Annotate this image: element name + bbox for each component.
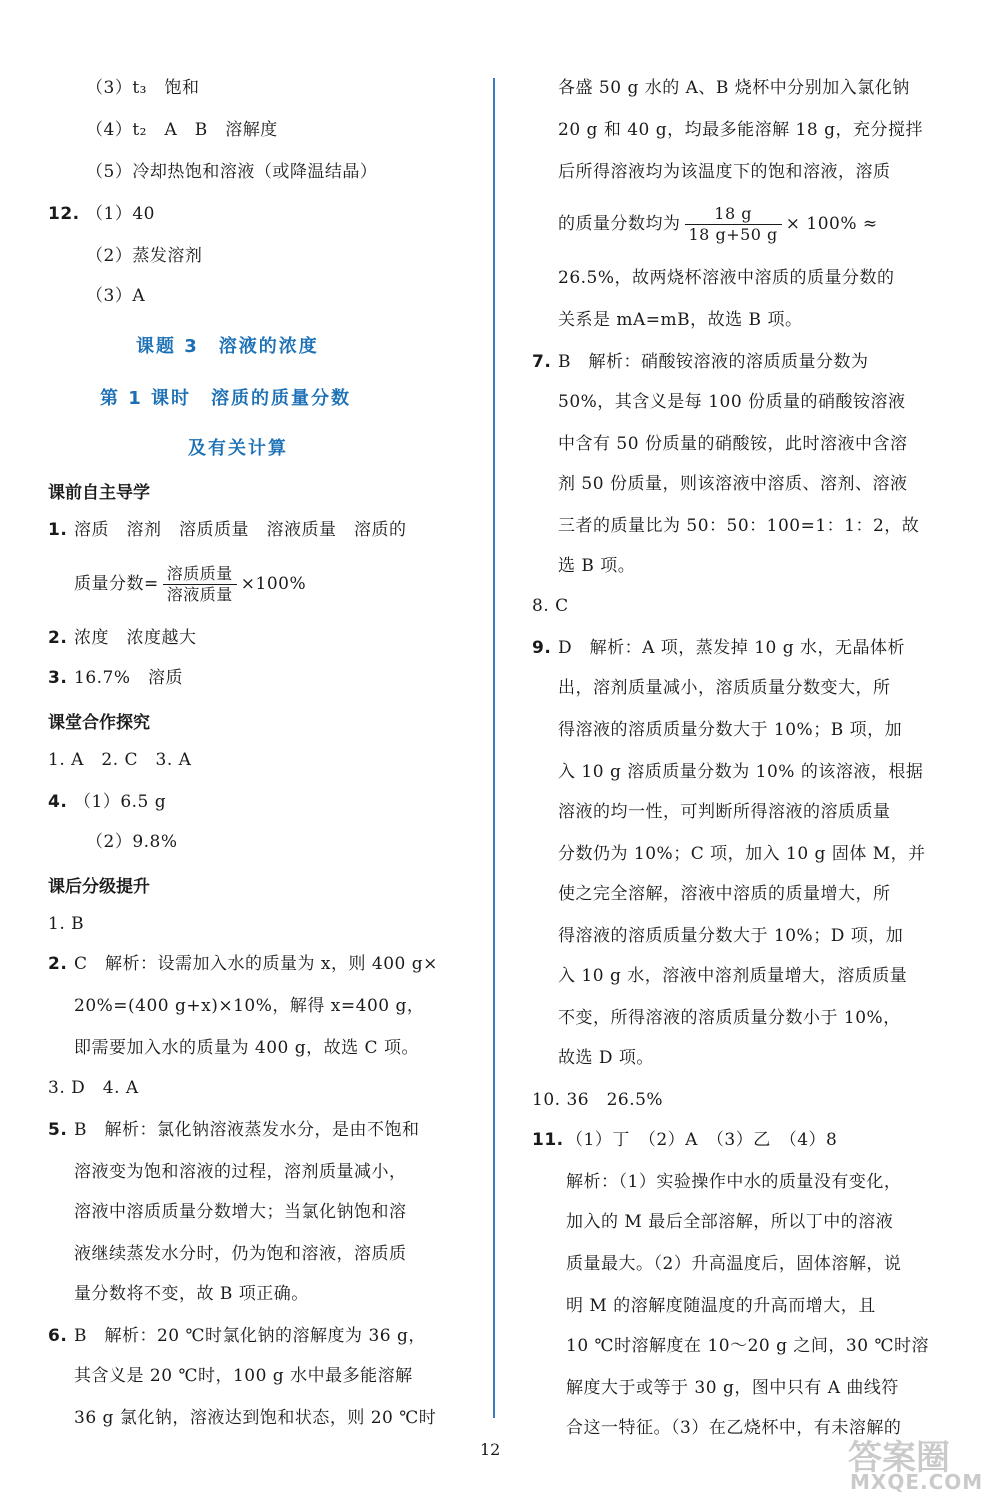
column-divider — [493, 78, 495, 1418]
fraction-numerator: 溶质质量 — [163, 564, 237, 585]
answer-line: 其含义是 20 ℃时，100 g 水中最多能溶解 — [74, 1366, 413, 1386]
answer-line: 浓度 浓度越大 — [74, 628, 197, 648]
answer-line: 后所得溶液均为该温度下的饱和溶液，溶质 — [558, 162, 891, 182]
answer-line: 8. C — [532, 596, 569, 616]
answer-line: 不变，所得溶液的溶质质量分数小于 10%， — [558, 1008, 901, 1028]
answer-line: 得溶液的溶质质量分数大于 10%；D 项，加 — [558, 926, 904, 946]
formula-prefix: 质量分数= — [74, 574, 159, 594]
question-number: 2. — [48, 628, 68, 648]
answer-line: 使之完全溶解，溶液中溶质的质量增大，所 — [558, 884, 891, 904]
formula-line — [558, 202, 878, 246]
fraction-denominator: 18 g+50 g — [688, 225, 778, 244]
answer-line: D 解析：A 项，蒸发掉 10 g 水，无晶体析 — [558, 638, 906, 658]
answer-line: （3）t₃ 饱和 — [86, 78, 200, 98]
answer-line: （5）冷却热饱和溶液（或降温结晶） — [86, 162, 378, 182]
page-number: 12 — [480, 1440, 501, 1459]
answer-line: 故选 D 项。 — [558, 1048, 654, 1068]
answer-line: （1）6.5 g — [74, 792, 167, 812]
fraction-numerator: 18 g — [685, 204, 782, 225]
answer-line: 解析：（1）实验操作中水的质量没有变化， — [566, 1172, 902, 1192]
answer-line: 解度大于或等于 30 g，图中只有 A 曲线符 — [566, 1378, 899, 1398]
answer-line: 三者的质量比为 50：50：100=1：1：2，故 — [558, 516, 920, 536]
answer-line: 即需要加入水的质量为 400 g，故选 C 项。 — [74, 1038, 419, 1058]
question-number: 6. — [48, 1326, 68, 1346]
answer-line: 1. B — [48, 914, 85, 934]
fraction — [163, 564, 237, 605]
fraction — [685, 204, 782, 245]
answer-line: （1）40 — [86, 204, 155, 224]
question-number: 7. — [532, 352, 552, 372]
answer-line: （2）蒸发溶剂 — [86, 246, 203, 266]
answer-line: B 解析：氯化钠溶液蒸发水分，是由不饱和 — [74, 1120, 420, 1140]
answer-line: 1. A 2. C 3. A — [48, 750, 192, 770]
answer-line: （3）A — [86, 286, 146, 306]
answer-line: B 解析：20 ℃时氯化钠的溶解度为 36 g， — [74, 1326, 426, 1346]
question-number: 2. — [48, 954, 68, 974]
answer-line: 溶液中溶质质量分数增大；当氯化钠饱和溶 — [74, 1202, 407, 1222]
answer-line: B 解析：硝酸铵溶液的溶质质量分数为 — [558, 352, 869, 372]
answer-line: 分数仍为 10%；C 项，加入 10 g 固体 M，并 — [558, 844, 926, 864]
lesson-heading: 第 1 课时 溶质的质量分数 — [100, 388, 352, 409]
answer-line: 中含有 50 份质量的硝酸铵，此时溶液中含溶 — [558, 434, 908, 454]
formula-suffix: ×100% — [240, 574, 307, 594]
formula-prefix: 的质量分数均为 — [558, 214, 681, 234]
answer-line: 10. 36 26.5% — [532, 1090, 664, 1110]
answer-line: 20%=(400 g+x)×10%，解得 x=400 g， — [74, 996, 425, 1016]
answer-line: （1）丁 （2）A （3）乙 （4）8 — [566, 1130, 838, 1150]
question-number: 9. — [532, 638, 552, 658]
answer-line: （4）t₂ A B 溶解度 — [86, 120, 278, 140]
answer-line: C 解析：设需加入水的质量为 x，则 400 g× — [74, 954, 438, 974]
question-number: 12. — [48, 204, 80, 224]
answer-line: 3. D 4. A — [48, 1078, 139, 1098]
answer-line: 加入的 M 最后全部溶解，所以丁中的溶液 — [566, 1212, 894, 1232]
section-heading: 课前自主导学 — [48, 483, 150, 503]
watermark-url: MXQE.COM — [850, 1470, 984, 1494]
answer-line: 液继续蒸发水分时，仍为饱和溶液，溶质质 — [74, 1244, 407, 1264]
formula-line — [74, 562, 306, 606]
section-heading: 课堂合作探究 — [48, 713, 150, 733]
answer-line: 16.7% 溶质 — [74, 668, 184, 688]
formula-suffix: × 100% ≈ — [785, 214, 878, 234]
question-number: 5. — [48, 1120, 68, 1140]
answer-line: 26.5%，故两烧杯溶液中溶质的质量分数的 — [558, 268, 895, 288]
answer-line: 选 B 项。 — [558, 556, 636, 576]
question-number: 11. — [532, 1130, 564, 1150]
answer-line: 质量最大。（2）升高温度后，固体溶解，说 — [566, 1254, 902, 1274]
lesson-heading-cont: 及有关计算 — [188, 438, 288, 459]
answer-line: 36 g 氯化钠，溶液达到饱和状态，则 20 ℃时 — [74, 1408, 437, 1428]
question-number: 3. — [48, 668, 68, 688]
answer-line: 剂 50 份质量，则该溶液中溶质、溶剂、溶液 — [558, 474, 908, 494]
answer-line: 20 g 和 40 g，均最多能溶解 18 g，充分搅拌 — [558, 120, 923, 140]
fraction-denominator: 溶液质量 — [166, 585, 233, 604]
answer-line: 50%，其含义是每 100 份质量的硝酸铵溶液 — [558, 392, 906, 412]
question-number: 4. — [48, 792, 68, 812]
answer-line: 得溶液的溶质质量分数大于 10%；B 项，加 — [558, 720, 903, 740]
topic-heading: 课题 3 溶液的浓度 — [136, 336, 319, 357]
answer-line: 关系是 mA=mB，故选 B 项。 — [558, 310, 803, 330]
section-heading: 课后分级提升 — [48, 877, 150, 897]
answer-line: （2）9.8% — [86, 832, 178, 852]
answer-line: 10 ℃时溶解度在 10～20 g 之间，30 ℃时溶 — [566, 1336, 929, 1356]
watermark-text: 答案圈 — [848, 1438, 950, 1478]
watermark-logo — [840, 1430, 990, 1500]
answer-line: 入 10 g 水，溶液中溶剂质量增大，溶质质量 — [558, 966, 908, 986]
answer-line: 明 M 的溶解度随温度的升高而增大，且 — [566, 1296, 876, 1316]
answer-line: 出，溶剂质量减小，溶质质量分数变大，所 — [558, 678, 891, 698]
answer-line: 溶液的均一性，可判断所得溶液的溶质质量 — [558, 802, 891, 822]
answer-line: 量分数将不变，故 B 项正确。 — [74, 1284, 309, 1304]
answer-line: 合这一特征。（3）在乙烧杯中，有未溶解的 — [566, 1418, 902, 1438]
answer-line: 溶液变为饱和溶液的过程，溶剂质量减小， — [74, 1162, 407, 1182]
question-number: 1. — [48, 520, 68, 540]
answer-line: 各盛 50 g 水的 A、B 烧杯中分别加入氯化钠 — [558, 78, 910, 98]
answer-line: 溶质 溶剂 溶质质量 溶液质量 溶质的 — [74, 520, 407, 540]
answer-line: 入 10 g 溶质质量分数为 10% 的该溶液，根据 — [558, 762, 924, 782]
